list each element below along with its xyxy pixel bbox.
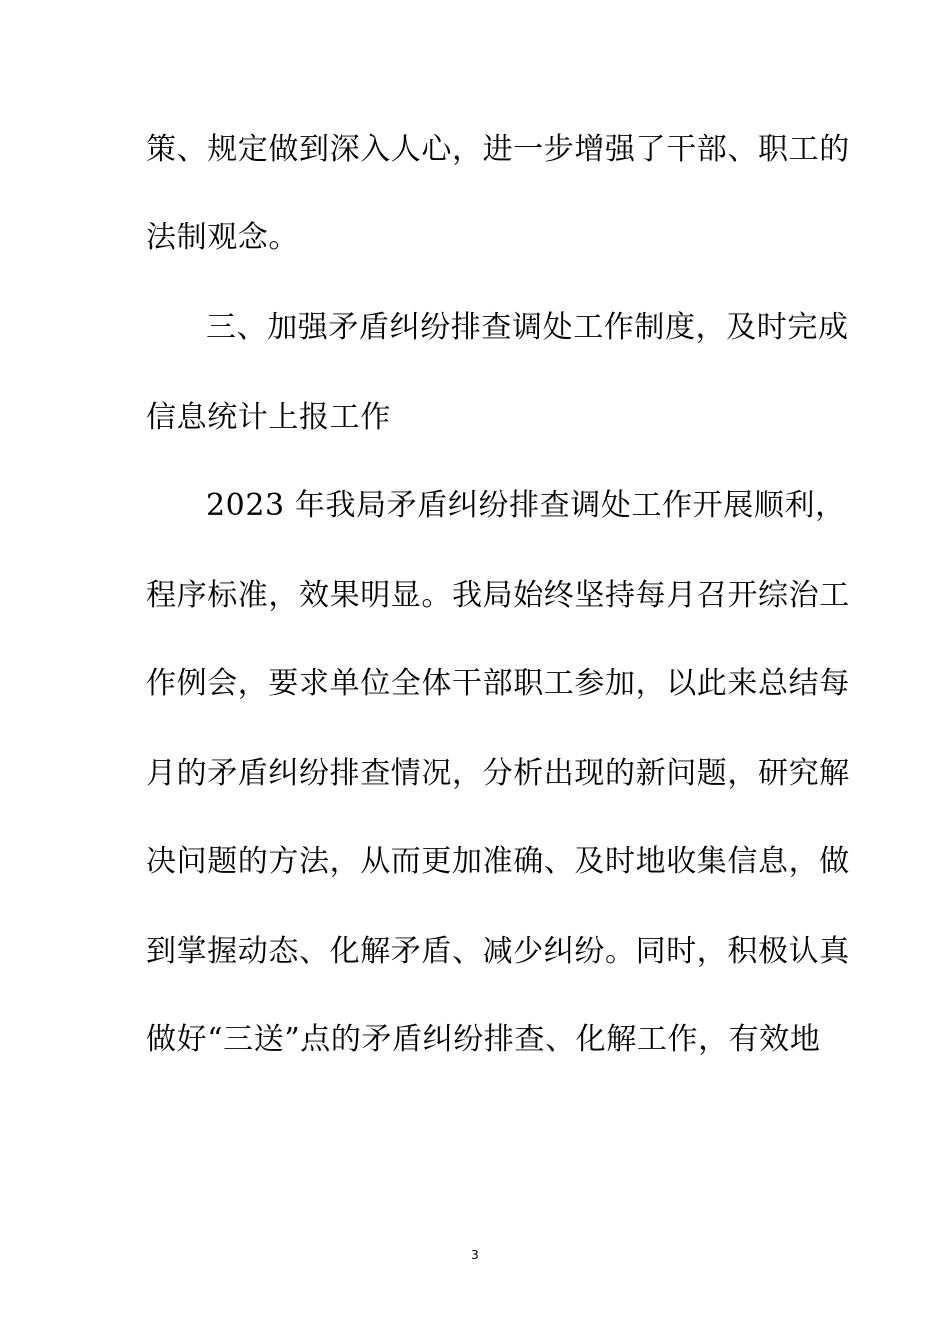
body-text-line: 法制观念。 — [146, 220, 299, 255]
body-text-line: 决问题的方法，从而更加准确、及时地收集信息，做 — [146, 844, 850, 879]
body-text-line: 做好“三送”点的矛盾纠纷排查、化解工作，有效地 — [146, 1022, 821, 1057]
body-text-line: 程序标准，效果明显。我局始终坚持每月召开综治工 — [146, 578, 850, 613]
section-heading-line: 三、加强矛盾纠纷排查调处工作制度，及时完成 — [206, 310, 849, 345]
body-text-line: 到掌握动态、化解矛盾、减少纠纷。同时，积极认真 — [146, 934, 850, 969]
body-text-line: 月的矛盾纠纷排查情况，分析出现的新问题，研究解 — [146, 756, 850, 791]
body-text-line: 2023 年我局矛盾纠纷排查调处工作开展顺利， — [206, 488, 846, 523]
section-heading-line: 信息统计上报工作 — [146, 400, 391, 435]
body-text-line: 作例会，要求单位全体干部职工参加，以此来总结每 — [146, 666, 850, 701]
body-text-line: 策、规定做到深入人心，进一步增强了干部、职工的 — [146, 132, 850, 167]
page-number: 3 — [471, 1248, 479, 1262]
